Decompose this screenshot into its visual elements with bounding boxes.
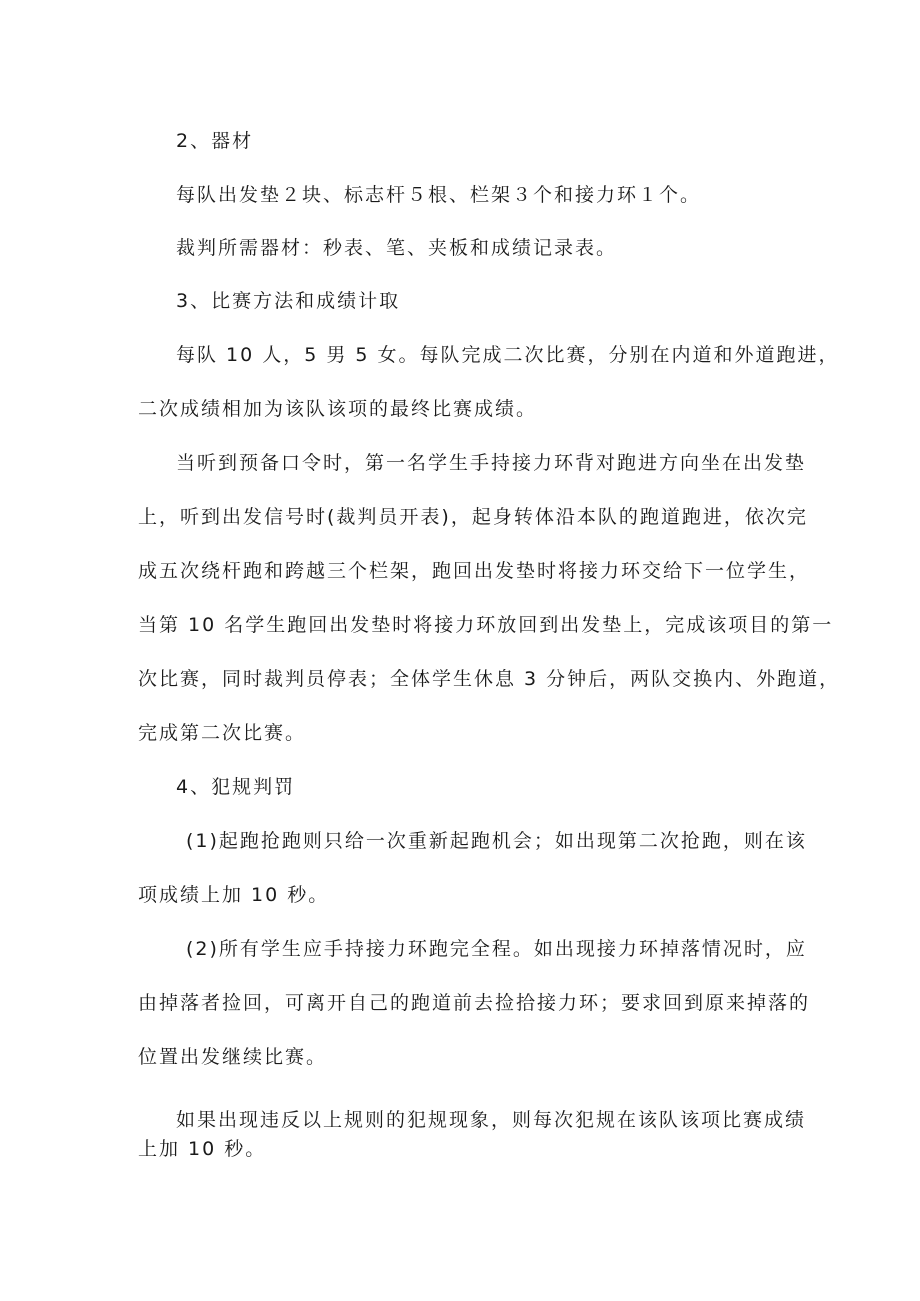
paragraph-line: 由掉落者捡回，可离开自己的跑道前去捡拾接力环；要求回到原来掉落的 (138, 992, 811, 1014)
paragraph-line: 上，听到出发信号时(裁判员开表)，起身转体沿本队的跑道跑进，依次完 (138, 506, 808, 528)
paragraph-line: 成五次绕杆跑和跨越三个栏架，跑回出发垫时将接力环交给下一位学生， (138, 560, 811, 582)
section-heading-method: 3、比赛方法和成绩计取 (176, 290, 401, 312)
paragraph-line: 当听到预备口令时，第一名学生手持接力环背对跑进方向坐在出发垫 (176, 452, 807, 474)
paragraph-line: 位置出发继续比赛。 (138, 1046, 328, 1068)
paragraph-line: (1)起跑抢跑则只给一次重新起跑机会；如出现第二次抢跑，则在该 (186, 830, 807, 852)
paragraph-line: (2)所有学生应手持接力环跑完全程。如出现接力环掉落情况时，应 (186, 938, 807, 960)
section-heading-fouls: 4、犯规判罚 (176, 776, 296, 798)
paragraph-line: 如果出现违反以上规则的犯规现象，则每次犯规在该队该项比赛成绩 (176, 1109, 807, 1131)
paragraph-line: 项成绩上加 10 秒。 (138, 884, 330, 906)
paragraph-line: 完成第二次比赛。 (138, 722, 307, 744)
paragraph-line: 每队出发垫２块、标志杆５根、栏架３个和接力环１个。 (176, 184, 702, 206)
paragraph-line: 次比赛，同时裁判员停表；全体学生休息 3 分钟后，两队交换内、外跑道， (138, 668, 841, 690)
paragraph-line: 上加 10 秒。 (138, 1138, 267, 1160)
section-heading-equipment: 2、器材 (176, 130, 254, 152)
paragraph-line: 当第 10 名学生跑回出发垫时将接力环放回到出发垫上，完成该项目的第一 (138, 614, 834, 636)
paragraph-line: 每队 10 人，5 男 5 女。每队完成二次比赛，分别在内道和外道跑进， (176, 344, 840, 366)
paragraph-line: 二次成绩相加为该队该项的最终比赛成绩。 (138, 398, 538, 420)
paragraph-line: 裁判所需器材：秒表、笔、夹板和成绩记录表。 (176, 237, 618, 259)
